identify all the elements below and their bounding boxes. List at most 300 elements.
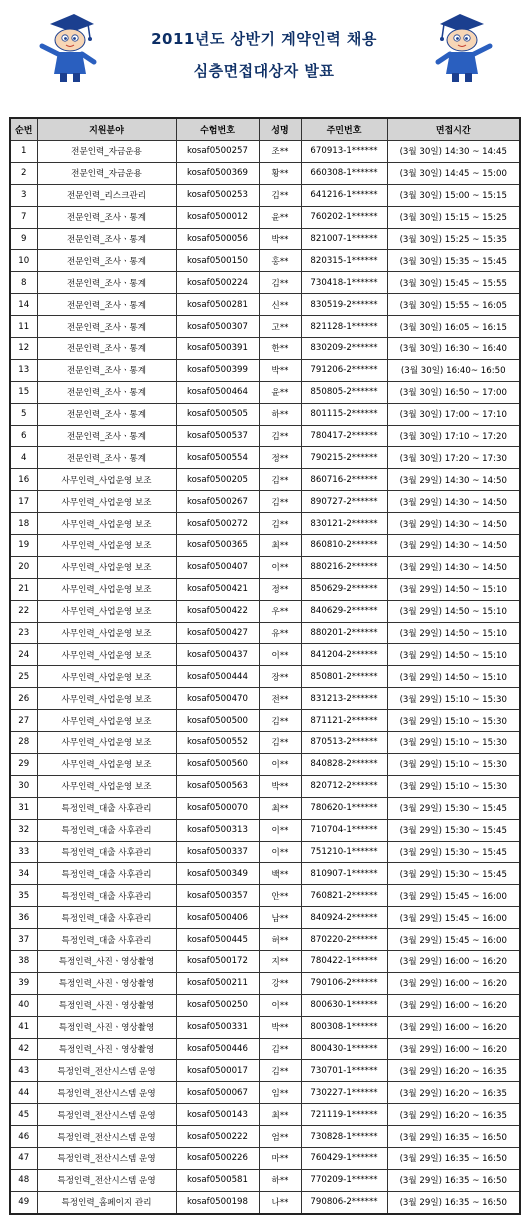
col-header-field: 지원분야 — [37, 118, 176, 141]
cell-field: 특정인력_대출 사후관리 — [37, 907, 176, 929]
cell-exam-no: kosaf0500272 — [176, 513, 259, 535]
interview-table — [9, 117, 521, 1215]
cell-name: 박** — [259, 775, 301, 797]
cell-interview-time: (3월 30일) 17:20 ~ 17:30 — [387, 447, 520, 469]
cell-seq: 19 — [10, 535, 37, 557]
cell-exam-no: kosaf0500446 — [176, 1038, 259, 1060]
cell-field: 특정인력_전산시스템 운영 — [37, 1104, 176, 1126]
cell-resident-no: 841204-2****** — [301, 644, 387, 666]
cell-field: 전문인력_조사ㆍ통계 — [37, 381, 176, 403]
cell-interview-time: (3월 29일) 14:30 ~ 14:50 — [387, 556, 520, 578]
table-row — [10, 184, 520, 206]
table-row — [10, 206, 520, 228]
table-row — [10, 228, 520, 250]
cell-field: 전문인력_조사ㆍ통계 — [37, 272, 176, 294]
cell-interview-time: (3월 29일) 16:00 ~ 16:20 — [387, 950, 520, 972]
cell-field: 사무인력_사업운영 보조 — [37, 556, 176, 578]
cell-resident-no: 820315-1****** — [301, 250, 387, 272]
table-row — [10, 578, 520, 600]
table-row — [10, 600, 520, 622]
cell-name: 우** — [259, 600, 301, 622]
col-header-resident-no: 주민번호 — [301, 118, 387, 141]
cell-exam-no: kosaf0500399 — [176, 359, 259, 381]
cell-field: 특정인력_전산시스템 운영 — [37, 1060, 176, 1082]
cell-seq: 39 — [10, 972, 37, 994]
cell-field: 특정인력_사진ㆍ영상촬영 — [37, 950, 176, 972]
mascot-graduate-right-icon — [432, 10, 496, 86]
cell-interview-time: (3월 29일) 16:20 ~ 16:35 — [387, 1060, 520, 1082]
cell-exam-no: kosaf0500205 — [176, 469, 259, 491]
cell-resident-no: 801115-2****** — [301, 403, 387, 425]
cell-resident-no: 780620-1****** — [301, 797, 387, 819]
cell-interview-time: (3월 29일) 16:00 ~ 16:20 — [387, 1038, 520, 1060]
cell-field: 사무인력_사업운영 보조 — [37, 513, 176, 535]
cell-name: 최** — [259, 1104, 301, 1126]
cell-name: 마** — [259, 1147, 301, 1169]
cell-field: 전문인력_조사ㆍ통계 — [37, 359, 176, 381]
cell-interview-time: (3월 29일) 15:30 ~ 15:45 — [387, 797, 520, 819]
cell-name: 강** — [259, 972, 301, 994]
cell-exam-no: kosaf0500307 — [176, 316, 259, 338]
cell-resident-no: 880201-2****** — [301, 622, 387, 644]
cell-name: 정** — [259, 447, 301, 469]
table-row — [10, 272, 520, 294]
cell-interview-time: (3월 29일) 16:35 ~ 16:50 — [387, 1169, 520, 1191]
table-row — [10, 447, 520, 469]
table-row — [10, 535, 520, 557]
cell-seq: 5 — [10, 403, 37, 425]
cell-name: 신** — [259, 294, 301, 316]
table-row — [10, 863, 520, 885]
cell-resident-no: 730418-1****** — [301, 272, 387, 294]
cell-name: 김** — [259, 469, 301, 491]
cell-field: 사무인력_사업운영 보조 — [37, 600, 176, 622]
table-row — [10, 316, 520, 338]
table-row — [10, 1147, 520, 1169]
cell-field: 특정인력_대출 사후관리 — [37, 863, 176, 885]
cell-interview-time: (3월 29일) 15:10 ~ 15:30 — [387, 775, 520, 797]
cell-interview-time: (3월 30일) 14:30 ~ 14:45 — [387, 141, 520, 163]
cell-interview-time: (3월 30일) 16:05 ~ 16:15 — [387, 316, 520, 338]
cell-resident-no: 721119-1****** — [301, 1104, 387, 1126]
col-header-interview-time: 면접시간 — [387, 118, 520, 141]
cell-name: 엄** — [259, 1126, 301, 1148]
cell-exam-no: kosaf0500581 — [176, 1169, 259, 1191]
table-row — [10, 141, 520, 163]
cell-resident-no: 791206-2****** — [301, 359, 387, 381]
cell-interview-time: (3월 29일) 16:00 ~ 16:20 — [387, 994, 520, 1016]
cell-interview-time: (3월 30일) 15:55 ~ 16:05 — [387, 294, 520, 316]
cell-exam-no: kosaf0500056 — [176, 228, 259, 250]
cell-exam-no: kosaf0500560 — [176, 753, 259, 775]
table-row — [10, 710, 520, 732]
cell-field: 특정인력_사진ㆍ영상촬영 — [37, 1038, 176, 1060]
cell-name: 김** — [259, 732, 301, 754]
cell-name: 이** — [259, 644, 301, 666]
cell-name: 박** — [259, 1016, 301, 1038]
cell-exam-no: kosaf0500537 — [176, 425, 259, 447]
cell-resident-no: 660308-1****** — [301, 162, 387, 184]
table-row — [10, 294, 520, 316]
cell-seq: 38 — [10, 950, 37, 972]
cell-exam-no: kosaf0500406 — [176, 907, 259, 929]
cell-name: 전** — [259, 688, 301, 710]
cell-exam-no: kosaf0500554 — [176, 447, 259, 469]
cell-interview-time: (3월 29일) 15:45 ~ 16:00 — [387, 885, 520, 907]
cell-exam-no: kosaf0500267 — [176, 491, 259, 513]
cell-field: 특정인력_전산시스템 운영 — [37, 1082, 176, 1104]
table-row — [10, 1169, 520, 1191]
table-row — [10, 359, 520, 381]
cell-resident-no: 730227-1****** — [301, 1082, 387, 1104]
cell-seq: 20 — [10, 556, 37, 578]
cell-seq: 43 — [10, 1060, 37, 1082]
cell-seq: 10 — [10, 250, 37, 272]
cell-resident-no: 821128-1****** — [301, 316, 387, 338]
cell-name: 허** — [259, 929, 301, 951]
cell-seq: 23 — [10, 622, 37, 644]
cell-field: 전문인력_조사ㆍ통계 — [37, 316, 176, 338]
cell-seq: 14 — [10, 294, 37, 316]
cell-resident-no: 831213-2****** — [301, 688, 387, 710]
cell-resident-no: 790215-2****** — [301, 447, 387, 469]
table-row — [10, 491, 520, 513]
cell-resident-no: 880216-2****** — [301, 556, 387, 578]
cell-name: 김** — [259, 184, 301, 206]
cell-exam-no: kosaf0500250 — [176, 994, 259, 1016]
cell-field: 사무인력_사업운영 보조 — [37, 535, 176, 557]
cell-exam-no: kosaf0500281 — [176, 294, 259, 316]
cell-field: 사무인력_사업운영 보조 — [37, 688, 176, 710]
cell-name: 이** — [259, 841, 301, 863]
cell-name: 김** — [259, 710, 301, 732]
cell-name: 윤** — [259, 206, 301, 228]
cell-field: 특정인력_사진ㆍ영상촬영 — [37, 1016, 176, 1038]
cell-seq: 46 — [10, 1126, 37, 1148]
cell-resident-no: 830519-2****** — [301, 294, 387, 316]
cell-field: 전문인력_자금운용 — [37, 141, 176, 163]
cell-resident-no: 850805-2****** — [301, 381, 387, 403]
table-row — [10, 841, 520, 863]
table-row — [10, 1038, 520, 1060]
table-row — [10, 1104, 520, 1126]
cell-name: 조** — [259, 141, 301, 163]
cell-resident-no: 821007-1****** — [301, 228, 387, 250]
cell-interview-time: (3월 29일) 14:30 ~ 14:50 — [387, 491, 520, 513]
cell-resident-no: 870513-2****** — [301, 732, 387, 754]
cell-field: 사무인력_사업운영 보조 — [37, 491, 176, 513]
cell-seq: 36 — [10, 907, 37, 929]
cell-field: 사무인력_사업운영 보조 — [37, 622, 176, 644]
cell-seq: 45 — [10, 1104, 37, 1126]
table-row — [10, 753, 520, 775]
cell-name: 하** — [259, 1169, 301, 1191]
cell-seq: 31 — [10, 797, 37, 819]
cell-seq: 40 — [10, 994, 37, 1016]
cell-interview-time: (3월 29일) 16:20 ~ 16:35 — [387, 1104, 520, 1126]
cell-field: 전문인력_조사ㆍ통계 — [37, 294, 176, 316]
table-row — [10, 1082, 520, 1104]
cell-interview-time: (3월 29일) 14:50 ~ 15:10 — [387, 622, 520, 644]
table-row — [10, 425, 520, 447]
cell-field: 특정인력_대출 사후관리 — [37, 841, 176, 863]
cell-exam-no: kosaf0500407 — [176, 556, 259, 578]
cell-seq: 32 — [10, 819, 37, 841]
cell-exam-no: kosaf0500369 — [176, 162, 259, 184]
cell-seq: 44 — [10, 1082, 37, 1104]
cell-exam-no: kosaf0500150 — [176, 250, 259, 272]
cell-interview-time: (3월 29일) 15:10 ~ 15:30 — [387, 688, 520, 710]
cell-exam-no: kosaf0500198 — [176, 1191, 259, 1213]
cell-name: 임** — [259, 1082, 301, 1104]
cell-seq: 4 — [10, 447, 37, 469]
cell-field: 전문인력_조사ㆍ통계 — [37, 206, 176, 228]
cell-seq: 15 — [10, 381, 37, 403]
cell-resident-no: 800308-1****** — [301, 1016, 387, 1038]
table-row — [10, 1191, 520, 1213]
cell-name: 윤** — [259, 381, 301, 403]
cell-seq: 18 — [10, 513, 37, 535]
cell-name: 이** — [259, 556, 301, 578]
cell-interview-time: (3월 30일) 15:15 ~ 15:25 — [387, 206, 520, 228]
cell-name: 최** — [259, 535, 301, 557]
cell-seq: 27 — [10, 710, 37, 732]
cell-field: 사무인력_사업운영 보조 — [37, 753, 176, 775]
table-row — [10, 819, 520, 841]
cell-resident-no: 760202-1****** — [301, 206, 387, 228]
cell-seq: 16 — [10, 469, 37, 491]
cell-resident-no: 890727-2****** — [301, 491, 387, 513]
cell-seq: 33 — [10, 841, 37, 863]
table-row — [10, 775, 520, 797]
table-header-row — [10, 118, 520, 141]
cell-field: 사무인력_사업운영 보조 — [37, 732, 176, 754]
cell-name: 황** — [259, 162, 301, 184]
cell-exam-no: kosaf0500563 — [176, 775, 259, 797]
cell-seq: 7 — [10, 206, 37, 228]
cell-field: 전문인력_조사ㆍ통계 — [37, 228, 176, 250]
cell-resident-no: 790106-2****** — [301, 972, 387, 994]
cell-name: 지** — [259, 950, 301, 972]
cell-name: 이** — [259, 994, 301, 1016]
cell-interview-time: (3월 29일) 16:35 ~ 16:50 — [387, 1191, 520, 1213]
cell-name: 장** — [259, 666, 301, 688]
cell-field: 특정인력_사진ㆍ영상촬영 — [37, 994, 176, 1016]
cell-exam-no: kosaf0500222 — [176, 1126, 259, 1148]
cell-exam-no: kosaf0500224 — [176, 272, 259, 294]
cell-resident-no: 730828-1****** — [301, 1126, 387, 1148]
cell-seq: 42 — [10, 1038, 37, 1060]
table-row — [10, 907, 520, 929]
cell-seq: 34 — [10, 863, 37, 885]
cell-resident-no: 770209-1****** — [301, 1169, 387, 1191]
cell-interview-time: (3월 29일) 15:30 ~ 15:45 — [387, 841, 520, 863]
cell-interview-time: (3월 29일) 15:10 ~ 15:30 — [387, 732, 520, 754]
cell-resident-no: 840924-2****** — [301, 907, 387, 929]
cell-name: 김** — [259, 491, 301, 513]
table-row — [10, 1016, 520, 1038]
cell-resident-no: 800630-1****** — [301, 994, 387, 1016]
cell-seq: 25 — [10, 666, 37, 688]
page-header — [0, 0, 528, 110]
cell-resident-no: 850629-2****** — [301, 578, 387, 600]
cell-exam-no: kosaf0500464 — [176, 381, 259, 403]
cell-interview-time: (3월 29일) 16:35 ~ 16:50 — [387, 1126, 520, 1148]
cell-seq: 11 — [10, 316, 37, 338]
cell-field: 특정인력_전산시스템 운영 — [37, 1147, 176, 1169]
table-row — [10, 1060, 520, 1082]
cell-resident-no: 871121-2****** — [301, 710, 387, 732]
cell-interview-time: (3월 29일) 15:45 ~ 16:00 — [387, 907, 520, 929]
cell-name: 김** — [259, 425, 301, 447]
cell-exam-no: kosaf0500067 — [176, 1082, 259, 1104]
cell-seq: 30 — [10, 775, 37, 797]
cell-interview-time: (3월 29일) 15:30 ~ 15:45 — [387, 819, 520, 841]
cell-field: 전문인력_자금운용 — [37, 162, 176, 184]
cell-resident-no: 751210-1****** — [301, 841, 387, 863]
cell-interview-time: (3월 30일) 17:00 ~ 17:10 — [387, 403, 520, 425]
cell-exam-no: kosaf0500143 — [176, 1104, 259, 1126]
cell-exam-no: kosaf0500257 — [176, 141, 259, 163]
cell-name: 고** — [259, 316, 301, 338]
cell-exam-no: kosaf0500444 — [176, 666, 259, 688]
cell-exam-no: kosaf0500349 — [176, 863, 259, 885]
cell-resident-no: 710704-1****** — [301, 819, 387, 841]
cell-field: 사무인력_사업운영 보조 — [37, 710, 176, 732]
table-row — [10, 556, 520, 578]
cell-resident-no: 840828-2****** — [301, 753, 387, 775]
cell-field: 전문인력_조사ㆍ통계 — [37, 447, 176, 469]
cell-name: 이** — [259, 819, 301, 841]
table-row — [10, 950, 520, 972]
cell-interview-time: (3월 30일) 16:30 ~ 16:40 — [387, 338, 520, 360]
cell-exam-no: kosaf0500313 — [176, 819, 259, 841]
cell-field: 특정인력_홈페이지 관리 — [37, 1191, 176, 1213]
cell-exam-no: kosaf0500445 — [176, 929, 259, 951]
cell-field: 특정인력_사진ㆍ영상촬영 — [37, 972, 176, 994]
cell-field: 사무인력_사업운영 보조 — [37, 469, 176, 491]
cell-name: 하** — [259, 403, 301, 425]
table-row — [10, 644, 520, 666]
table-row — [10, 250, 520, 272]
cell-interview-time: (3월 30일) 17:10 ~ 17:20 — [387, 425, 520, 447]
cell-seq: 21 — [10, 578, 37, 600]
cell-resident-no: 641216-1****** — [301, 184, 387, 206]
cell-name: 김** — [259, 272, 301, 294]
cell-field: 전문인력_조사ㆍ통계 — [37, 425, 176, 447]
cell-field: 특정인력_전산시스템 운영 — [37, 1169, 176, 1191]
page-subtitle: 심층면접대상자 발표 — [193, 62, 335, 80]
cell-exam-no: kosaf0500337 — [176, 841, 259, 863]
table-row — [10, 513, 520, 535]
cell-exam-no: kosaf0500500 — [176, 710, 259, 732]
cell-name: 김** — [259, 513, 301, 535]
cell-exam-no: kosaf0500470 — [176, 688, 259, 710]
cell-exam-no: kosaf0500226 — [176, 1147, 259, 1169]
cell-exam-no: kosaf0500422 — [176, 600, 259, 622]
cell-seq: 41 — [10, 1016, 37, 1038]
table-row — [10, 622, 520, 644]
cell-exam-no: kosaf0500365 — [176, 535, 259, 557]
table-row — [10, 994, 520, 1016]
col-header-exam-no: 수험번호 — [176, 118, 259, 141]
cell-field: 전문인력_조사ㆍ통계 — [37, 403, 176, 425]
cell-seq: 2 — [10, 162, 37, 184]
cell-interview-time: (3월 29일) 15:10 ~ 15:30 — [387, 710, 520, 732]
cell-exam-no: kosaf0500331 — [176, 1016, 259, 1038]
cell-interview-time: (3월 29일) 14:50 ~ 15:10 — [387, 644, 520, 666]
cell-field: 사무인력_사업운영 보조 — [37, 775, 176, 797]
cell-exam-no: kosaf0500391 — [176, 338, 259, 360]
table-row — [10, 469, 520, 491]
cell-seq: 26 — [10, 688, 37, 710]
cell-name: 안** — [259, 885, 301, 907]
cell-exam-no: kosaf0500505 — [176, 403, 259, 425]
cell-resident-no: 850801-2****** — [301, 666, 387, 688]
cell-name: 박** — [259, 228, 301, 250]
cell-field: 특정인력_대출 사후관리 — [37, 929, 176, 951]
cell-name: 백** — [259, 863, 301, 885]
table-row — [10, 666, 520, 688]
cell-name: 이** — [259, 753, 301, 775]
cell-interview-time: (3월 29일) 14:30 ~ 14:50 — [387, 513, 520, 535]
cell-interview-time: (3월 29일) 14:50 ~ 15:10 — [387, 600, 520, 622]
cell-resident-no: 820712-2****** — [301, 775, 387, 797]
cell-seq: 22 — [10, 600, 37, 622]
cell-seq: 17 — [10, 491, 37, 513]
cell-name: 정** — [259, 578, 301, 600]
table-row — [10, 732, 520, 754]
cell-interview-time: (3월 30일) 16:40~ 16:50 — [387, 359, 520, 381]
cell-field: 사무인력_사업운영 보조 — [37, 644, 176, 666]
cell-interview-time: (3월 29일) 14:30 ~ 14:50 — [387, 535, 520, 557]
cell-resident-no: 840629-2****** — [301, 600, 387, 622]
table-row — [10, 162, 520, 184]
cell-seq: 9 — [10, 228, 37, 250]
cell-interview-time: (3월 30일) 15:45 ~ 15:55 — [387, 272, 520, 294]
table-row — [10, 338, 520, 360]
cell-interview-time: (3월 29일) 14:30 ~ 14:50 — [387, 469, 520, 491]
table-row — [10, 972, 520, 994]
cell-interview-time: (3월 30일) 15:35 ~ 15:45 — [387, 250, 520, 272]
col-header-name: 성명 — [259, 118, 301, 141]
cell-name: 김** — [259, 1038, 301, 1060]
cell-exam-no: kosaf0500253 — [176, 184, 259, 206]
cell-seq: 49 — [10, 1191, 37, 1213]
cell-interview-time: (3월 30일) 15:00 ~ 15:15 — [387, 184, 520, 206]
cell-interview-time: (3월 29일) 15:45 ~ 16:00 — [387, 929, 520, 951]
cell-exam-no: kosaf0500070 — [176, 797, 259, 819]
cell-interview-time: (3월 29일) 15:30 ~ 15:45 — [387, 863, 520, 885]
cell-exam-no: kosaf0500357 — [176, 885, 259, 907]
cell-interview-time: (3월 29일) 16:00 ~ 16:20 — [387, 1016, 520, 1038]
cell-resident-no: 860716-2****** — [301, 469, 387, 491]
cell-field: 특정인력_대출 사후관리 — [37, 797, 176, 819]
cell-resident-no: 780417-2****** — [301, 425, 387, 447]
cell-interview-time: (3월 29일) 16:35 ~ 16:50 — [387, 1147, 520, 1169]
cell-seq: 47 — [10, 1147, 37, 1169]
cell-name: 홍** — [259, 250, 301, 272]
cell-seq: 24 — [10, 644, 37, 666]
table-row — [10, 885, 520, 907]
cell-name: 박** — [259, 359, 301, 381]
cell-interview-time: (3월 29일) 14:50 ~ 15:10 — [387, 578, 520, 600]
cell-resident-no: 800430-1****** — [301, 1038, 387, 1060]
cell-resident-no: 760429-1****** — [301, 1147, 387, 1169]
cell-seq: 3 — [10, 184, 37, 206]
cell-interview-time: (3월 30일) 14:45 ~ 15:00 — [387, 162, 520, 184]
cell-field: 사무인력_사업운영 보조 — [37, 666, 176, 688]
